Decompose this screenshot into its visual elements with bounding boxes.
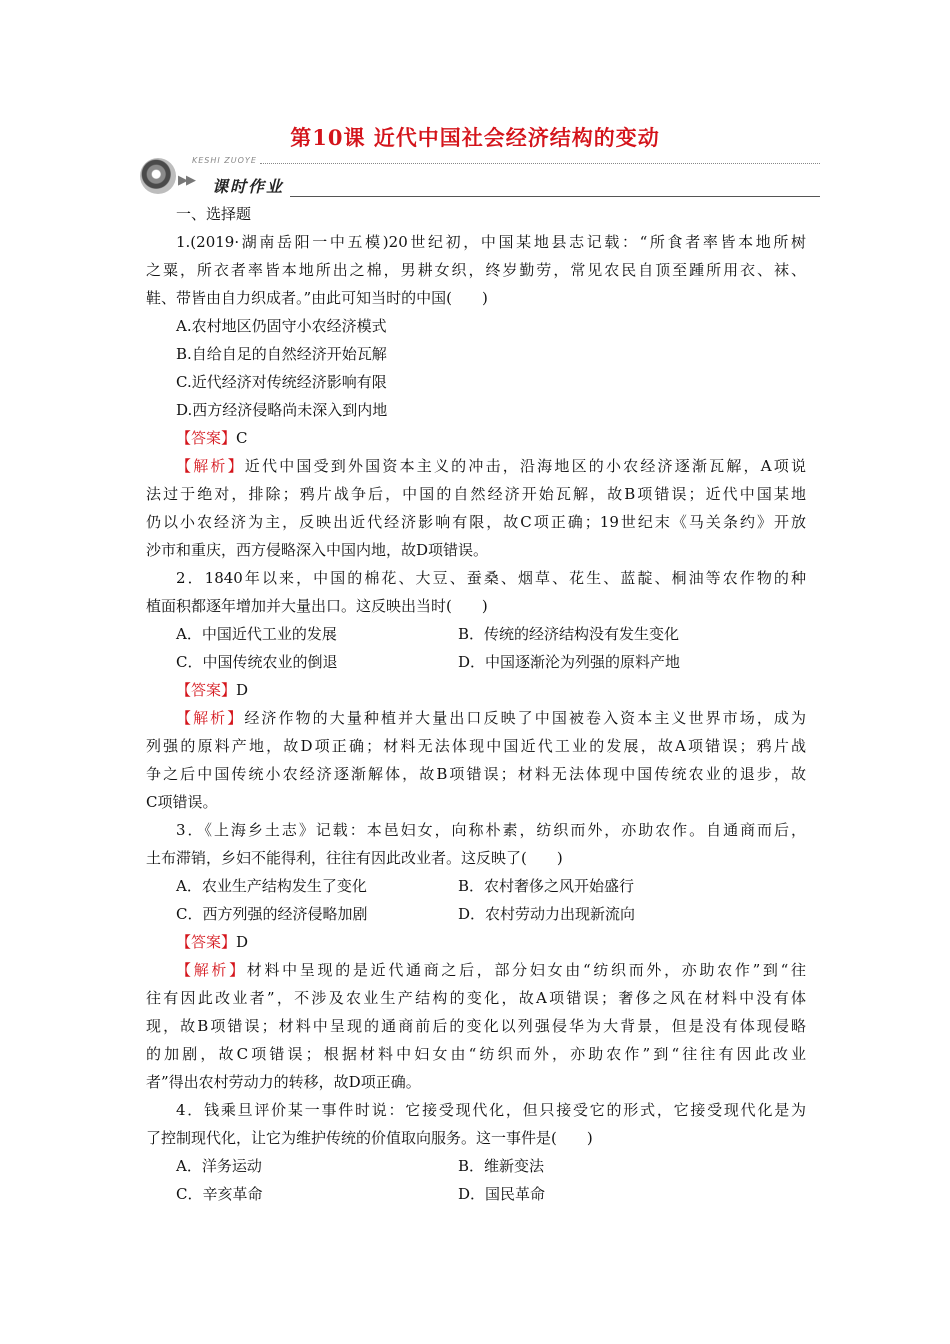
options-row: [146, 872, 806, 900]
banner-rule: [290, 196, 820, 197]
option-d: D．农村劳动力出现新流向: [458, 905, 636, 923]
question-text: 植面积都逐年增加并大量出口。这反映出当时( ): [146, 597, 488, 615]
option-d: D.西方经济侵略尚未深入到内地: [176, 401, 388, 419]
option-c: C.近代经济对传统经济影响有限: [176, 373, 387, 391]
question-text: 3．《上海乡土志》记载：本邑妇女，向称朴素，纺织而外，亦助农作。自通商而后，: [176, 821, 806, 839]
answer-line: [146, 676, 806, 704]
analysis-text: 材料中呈现的是近代通商之后，部分妇女由“纺织而外，亦助农作”到“往: [246, 961, 806, 979]
question-2: [146, 564, 806, 816]
question-4: [146, 1096, 806, 1208]
analysis-text: 现，故B项错误；材料中呈现的通商前后的变化以列强侵华为大背景，但是没有体现侵略: [146, 1017, 806, 1035]
question-text: 鞋、带皆由自力织成者。”由此可知当时的中国( ): [146, 289, 488, 307]
options-row: [146, 620, 806, 648]
option-c: C．西方列强的经济侵略加剧: [176, 905, 368, 923]
analysis-line: [146, 956, 806, 984]
option-b: B．维新变法: [458, 1157, 545, 1175]
analysis-text: 的加剧，故C项错误；根据材料中妇女由“纺织而外，亦助农作”到“往往有因此改业: [146, 1045, 806, 1063]
analysis-tag: 【解析】: [176, 709, 245, 727]
option-a: A．洋务运动: [176, 1157, 262, 1175]
question-text: 之粟，所衣者率皆本地所出之棉，男耕女织，终岁勤劳，常见农民自顶至踵所用衣、袜、: [146, 261, 806, 279]
question-text: 2．1840年以来，中国的棉花、大豆、蚕桑、烟草、花生、蓝靛、桐油等农作物的种: [176, 569, 806, 587]
section-heading: 一、选择题: [176, 205, 252, 223]
banner-label: 课时作业: [212, 177, 285, 196]
option-b: B．农村奢侈之风开始盛行: [458, 877, 635, 895]
option-c: C．辛亥革命: [176, 1185, 263, 1203]
analysis-text: 仍以小农经济为主，反映出近代经济影响有限，故C项正确；19世纪末《马关条约》开放: [146, 513, 806, 531]
lesson-title: 第10课 近代中国社会经济结构的变动: [290, 125, 660, 150]
analysis-tag: 【解析】: [176, 961, 247, 979]
option-a: A.农村地区仍固守小农经济模式: [176, 317, 387, 335]
analysis-text: 争之后中国传统小农经济逐渐解体，故B项错误；材料无法体现中国传统农业的退步，故: [146, 765, 806, 783]
analysis-text: 经济作物的大量种植并大量出口反映了中国被卷入资本主义世界市场，成为: [244, 709, 806, 727]
option-d: D．国民革命: [458, 1185, 546, 1203]
options-row: [146, 1152, 806, 1180]
banner-english: KESHI ZUOYE: [192, 156, 257, 165]
analysis-line: [146, 704, 806, 732]
answer-tag: 【答案】: [176, 429, 237, 447]
options-row: [146, 1180, 806, 1208]
question-text: 1.(2019·湖南岳阳一中五模)20世纪初，中国某地县志记载：“所食者率皆本地所树: [176, 233, 806, 251]
question-list: [146, 200, 806, 1208]
option-b: B.自给自足的自然经济开始瓦解: [176, 345, 387, 363]
option-a: A．中国近代工业的发展: [176, 625, 337, 643]
answer-line: [146, 928, 806, 956]
analysis-line: [146, 452, 806, 480]
answer-tag: 【答案】: [176, 933, 237, 951]
option-a: A．农业生产结构发生了变化: [176, 877, 367, 895]
section-banner: [140, 156, 820, 200]
answer-value: C: [236, 429, 248, 447]
answer-line: [146, 424, 806, 452]
question-text: 4．钱乘旦评价某一事件时说：它接受现代化，但只接受它的形式，它接受现代化是为: [176, 1101, 806, 1119]
options-row: [146, 648, 806, 676]
question-text: 土布滞销，乡妇不能得利，往往有因此改业者。这反映了( ): [146, 849, 563, 867]
options-row: [146, 900, 806, 928]
analysis-text: 近代中国受到外国资本主义的冲击，沿海地区的小农经济逐渐瓦解，A项说: [244, 457, 806, 475]
answer-value: D: [236, 681, 249, 699]
analysis-text: 沙市和重庆，西方侵略深入中国内地，故D项错误。: [146, 541, 489, 559]
option-b: B．传统的经济结构没有发生变化: [458, 625, 680, 643]
analysis-text: 法过于绝对，排除；鸦片战争后，中国的自然经济开始瓦解，故B项错误；近代中国某地: [146, 485, 806, 503]
dotted-divider: [260, 163, 820, 164]
option-c: C．中国传统农业的倒退: [176, 653, 338, 671]
question-1: [146, 228, 806, 564]
analysis-text: C项错误。: [146, 793, 218, 811]
analysis-tag: 【解析】: [176, 457, 245, 475]
analysis-text: 者”得出农村劳动力的转移，故D项正确。: [146, 1073, 421, 1091]
question-text: 了控制现代化，让它为维护传统的价值取向服务。这一事件是( ): [146, 1129, 593, 1147]
question-3: [146, 816, 806, 1096]
answer-tag: 【答案】: [176, 681, 237, 699]
option-d: D．中国逐渐沦为列强的原料产地: [458, 653, 681, 671]
arrows-icon: ▶▶: [178, 173, 194, 188]
analysis-text: 列强的原料产地，故D项正确；材料无法体现中国近代工业的发展，故A项错误；鸦片战: [146, 737, 806, 755]
analysis-text: 往有因此改业者”，不涉及农业生产结构的变化，故A项错误；奢侈之风在材料中没有体: [146, 989, 806, 1007]
gear-icon: [140, 158, 176, 194]
answer-value: D: [236, 933, 249, 951]
